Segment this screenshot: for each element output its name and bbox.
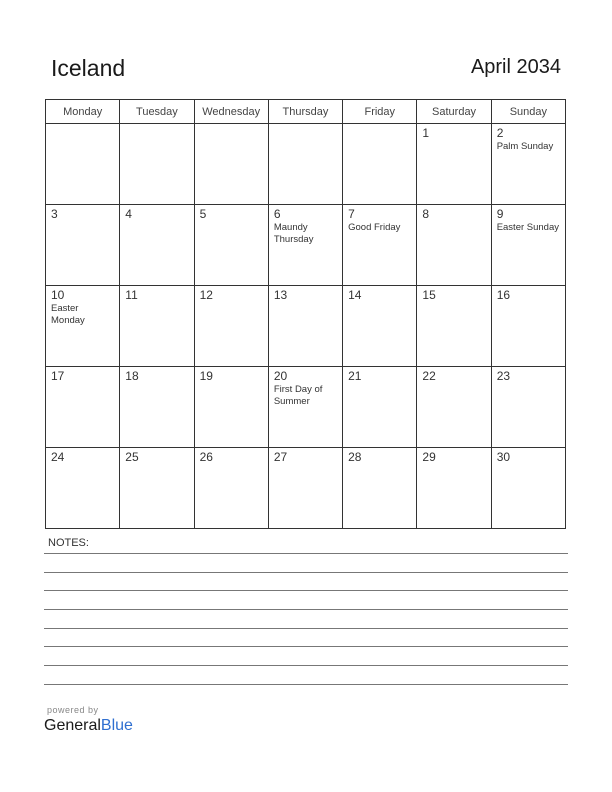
holiday-label: Good Friday bbox=[348, 222, 401, 233]
day-number: 4 bbox=[125, 207, 132, 221]
day-cell bbox=[491, 367, 565, 448]
day-number: 23 bbox=[496, 369, 511, 383]
day-number: 9 bbox=[496, 207, 504, 221]
week-row bbox=[46, 286, 566, 367]
day-number: 26 bbox=[199, 450, 213, 464]
day-cell bbox=[46, 124, 120, 205]
day-number: 12 bbox=[199, 288, 213, 302]
note-line bbox=[44, 572, 568, 573]
calendar-grid bbox=[45, 99, 566, 529]
day-cell bbox=[194, 205, 268, 286]
note-line bbox=[44, 628, 568, 629]
note-line bbox=[44, 590, 568, 591]
day-number: 15 bbox=[422, 288, 436, 302]
day-cell bbox=[343, 286, 417, 367]
day-number: 21 bbox=[348, 369, 362, 383]
day-number: 29 bbox=[422, 450, 436, 464]
powered-by-text: powered by bbox=[47, 705, 99, 715]
day-cell bbox=[417, 448, 491, 529]
weekday-monday: Monday bbox=[46, 100, 120, 124]
day-number: 14 bbox=[348, 288, 362, 302]
notes-label: NOTES: bbox=[48, 537, 89, 549]
weekday-thursday: Thursday bbox=[268, 100, 342, 124]
holiday-label: Maundy Thursday bbox=[273, 222, 314, 245]
day-cell bbox=[194, 367, 268, 448]
day-cell bbox=[194, 286, 268, 367]
day-cell bbox=[120, 448, 194, 529]
day-cell bbox=[46, 286, 120, 367]
day-cell bbox=[417, 124, 491, 205]
day-cell bbox=[268, 205, 342, 286]
day-cell bbox=[491, 124, 565, 205]
day-cell bbox=[268, 367, 342, 448]
day-cell bbox=[46, 367, 120, 448]
note-line bbox=[44, 684, 568, 685]
day-cell bbox=[491, 205, 565, 286]
weekday-wednesday: Wednesday bbox=[194, 100, 268, 124]
day-cell bbox=[343, 205, 417, 286]
holiday-label: Easter Sunday bbox=[496, 222, 560, 233]
day-number: 30 bbox=[496, 450, 511, 464]
note-line bbox=[44, 665, 568, 666]
day-cell bbox=[343, 448, 417, 529]
day-number: 20 bbox=[273, 369, 288, 383]
brand-blue: Blue bbox=[100, 717, 133, 734]
day-cell bbox=[268, 448, 342, 529]
day-cell bbox=[491, 448, 565, 529]
country-title: Iceland bbox=[51, 55, 126, 81]
day-cell bbox=[491, 286, 565, 367]
day-cell bbox=[417, 286, 491, 367]
day-cell bbox=[417, 367, 491, 448]
day-cell bbox=[268, 286, 342, 367]
day-cell bbox=[194, 124, 268, 205]
week-row bbox=[46, 205, 566, 286]
day-number: 11 bbox=[125, 288, 138, 302]
note-line bbox=[44, 553, 568, 554]
note-line bbox=[44, 646, 568, 647]
week-row bbox=[46, 124, 566, 205]
week-row bbox=[46, 448, 566, 529]
day-number: 8 bbox=[422, 207, 430, 221]
day-number: 16 bbox=[496, 288, 511, 302]
day-cell bbox=[268, 124, 342, 205]
day-cell bbox=[194, 448, 268, 529]
holiday-label: Easter Monday bbox=[51, 303, 85, 326]
day-number: 6 bbox=[273, 207, 281, 221]
day-cell bbox=[46, 205, 120, 286]
day-number: 28 bbox=[348, 450, 362, 464]
day-cell bbox=[120, 124, 194, 205]
day-number: 3 bbox=[51, 207, 58, 221]
day-number: 25 bbox=[125, 450, 139, 464]
holiday-label: First Day of Summer bbox=[273, 384, 323, 407]
day-cell bbox=[120, 367, 194, 448]
month-title: April 2034 bbox=[470, 56, 561, 78]
weekday-sunday: Sunday bbox=[491, 100, 565, 124]
day-cell bbox=[343, 124, 417, 205]
day-number: 27 bbox=[273, 450, 288, 464]
weekday-header-row bbox=[46, 100, 566, 124]
weekday-friday: Friday bbox=[343, 100, 417, 124]
weekday-tuesday: Tuesday bbox=[120, 100, 194, 124]
weekday-saturday: Saturday bbox=[417, 100, 491, 124]
day-cell bbox=[417, 205, 491, 286]
generalblue-logo bbox=[44, 717, 133, 735]
holiday-label: Palm Sunday bbox=[496, 141, 554, 152]
day-number: 19 bbox=[199, 369, 213, 383]
day-cell bbox=[343, 367, 417, 448]
day-number: 24 bbox=[51, 450, 65, 464]
brand-general: General bbox=[44, 717, 101, 734]
day-number: 2 bbox=[496, 126, 504, 140]
note-line bbox=[44, 609, 568, 610]
week-row bbox=[46, 367, 566, 448]
day-number: 18 bbox=[125, 369, 139, 383]
day-number: 13 bbox=[273, 288, 288, 302]
day-cell bbox=[120, 286, 194, 367]
day-number: 22 bbox=[422, 369, 436, 383]
day-number: 17 bbox=[51, 369, 65, 383]
day-cell bbox=[120, 205, 194, 286]
day-cell bbox=[46, 448, 120, 529]
day-number: 7 bbox=[348, 207, 355, 221]
day-number: 5 bbox=[199, 207, 207, 221]
day-number: 1 bbox=[422, 126, 430, 140]
day-number: 10 bbox=[51, 288, 65, 302]
